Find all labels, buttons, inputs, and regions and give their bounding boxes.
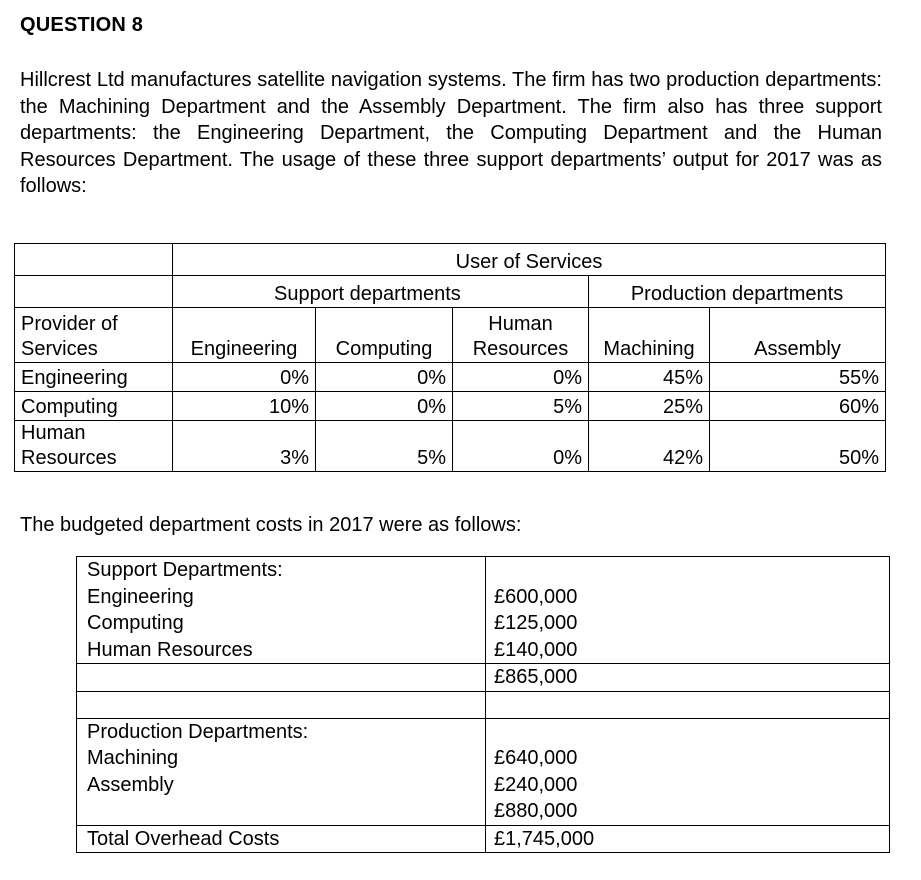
cell-value: 10%	[173, 392, 316, 421]
usage-header-row	[15, 244, 886, 276]
cell-value: 0%	[316, 363, 453, 392]
support-departments-label: Support Departments:	[87, 559, 283, 581]
row-label: Engineering	[15, 363, 173, 392]
question-heading: QUESTION 8	[20, 14, 144, 36]
cell-value: 0%	[453, 421, 589, 472]
production-item-value: £640,000	[494, 747, 578, 769]
support-item-value: £600,000	[494, 585, 578, 608]
support-item-value: £140,000	[494, 638, 578, 661]
support-item-label: Human Resources	[87, 638, 253, 661]
cell-value: 42%	[589, 421, 710, 472]
production-values-cell	[486, 718, 890, 825]
support-total: £865,000	[486, 664, 890, 692]
support-item-value: £125,000	[494, 612, 578, 634]
cell-value: 0%	[316, 392, 453, 421]
col-human-resources: Human Resources	[453, 308, 589, 363]
cell-value: 5%	[453, 392, 589, 421]
production-section-cell	[77, 718, 486, 825]
table-row	[77, 664, 890, 692]
table-row	[15, 421, 886, 472]
table-row	[77, 718, 890, 825]
row-label: Computing	[15, 392, 173, 421]
col-engineering: Engineering	[173, 308, 316, 363]
budgeted-costs-table	[76, 556, 890, 853]
table-row	[77, 691, 890, 718]
provider-of-services-header: Provider of Services	[15, 308, 173, 363]
total-overhead-value: £1,745,000	[486, 825, 890, 853]
usage-group-header-row	[15, 276, 886, 308]
cell-value: 3%	[173, 421, 316, 472]
row-label: Human Resources	[15, 421, 173, 472]
cell-value: 0%	[453, 363, 589, 392]
col-assembly: Assembly	[710, 308, 886, 363]
cell-value: 45%	[589, 363, 710, 392]
cell-value: 5%	[316, 421, 453, 472]
cell-value: 50%	[710, 421, 886, 472]
production-item-value: £240,000	[494, 773, 578, 796]
empty-cell	[77, 691, 486, 718]
total-overhead-label: Total Overhead Costs	[77, 825, 486, 853]
col-machining: Machining	[589, 308, 710, 363]
production-total: £880,000	[494, 800, 578, 822]
support-section-cell	[77, 557, 486, 664]
table-row	[77, 825, 890, 853]
user-of-services-header: User of Services	[173, 244, 886, 276]
empty-cell	[486, 691, 890, 718]
support-values-cell	[486, 557, 890, 664]
support-item-label: Engineering	[87, 585, 194, 608]
empty-corner-cell	[15, 276, 173, 308]
empty-cell	[77, 664, 486, 692]
intro-paragraph: Hillcrest Ltd manufactures satellite navigation systems. The firm has two production departments: the Machining Department and the Assembly Department. The firm also has three support departments: the Engineering Department, the Computing Department and the Human Resources Department. The usage of these three support departments’ output for 2017 was as follows:	[20, 69, 882, 197]
cell-value: 25%	[589, 392, 710, 421]
production-departments-header: Production departments	[589, 276, 886, 308]
table-row	[15, 392, 886, 421]
production-item-label: Machining	[87, 747, 179, 769]
production-item-label: Assembly	[87, 773, 174, 796]
support-item-label: Computing	[87, 612, 184, 634]
cell-value: 60%	[710, 392, 886, 421]
usage-column-header-row	[15, 308, 886, 363]
budget-intro: The budgeted department costs in 2017 were as follows:	[20, 514, 522, 536]
table-row	[15, 363, 886, 392]
empty-corner-cell	[15, 244, 173, 276]
production-departments-label: Production Departments:	[87, 720, 309, 743]
support-departments-header: Support departments	[173, 276, 589, 308]
service-usage-table	[14, 243, 886, 472]
col-computing: Computing	[316, 308, 453, 363]
cell-value: 55%	[710, 363, 886, 392]
cell-value: 0%	[173, 363, 316, 392]
table-row	[77, 557, 890, 664]
